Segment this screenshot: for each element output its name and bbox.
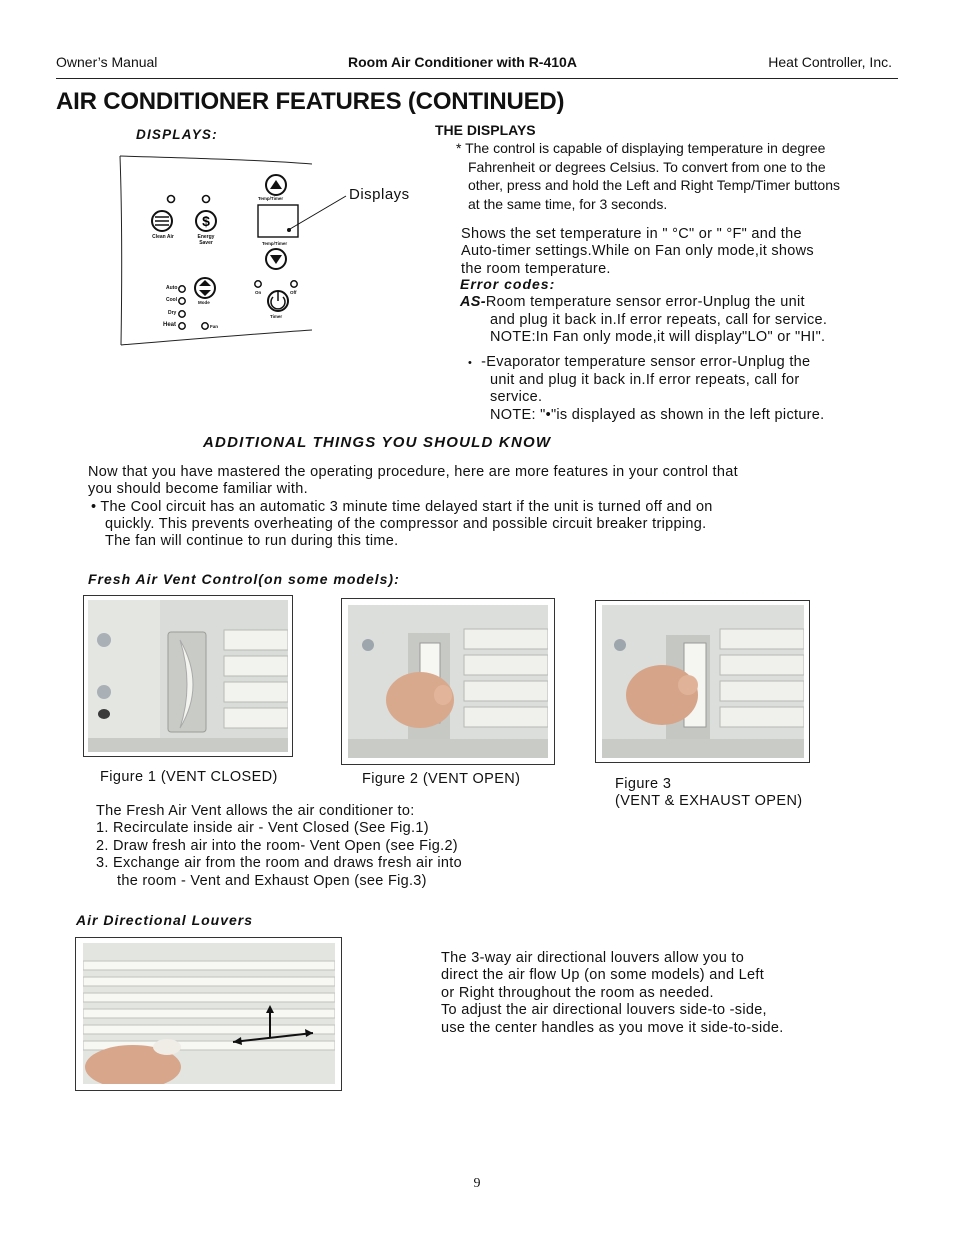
displays-para1-line: at the same time, for 3 seconds. [468,196,668,212]
as-text: Room temperature sensor error-Unplug the unit [485,294,805,310]
svg-text:$: $ [202,213,210,229]
figure-1-caption: Figure 1 (VENT CLOSED) [100,769,278,785]
fan-label: Fan [210,324,219,329]
fresh-air-item: the room - Vent and Exhaust Open (see Fig.3) [117,873,427,889]
displays-para2-line: the room temperature. [461,261,611,277]
clean-air-label: Clean Air [152,234,174,240]
additional-intro-line: Now that you have mastered the operating procedure, here are more features in your control that [88,464,738,480]
louvers-photo [75,937,342,1091]
figure-1-photo [83,595,293,757]
control-panel-illustration [112,152,422,352]
figure-3-photo [595,600,810,763]
as-code: AS- [460,294,486,310]
louvers-line: The 3-way air directional louvers allow you to [441,950,745,966]
displays-callout: Displays [349,186,410,203]
page-number: 9 [473,1176,481,1191]
fresh-air-heading: Fresh Air Vent Control(on some models): [88,571,400,587]
cool-label: Cool [166,297,178,303]
as-error-line: NOTE:In Fan only mode,it will display"LO" or "HI". [490,329,826,345]
evap-bullet: • [468,357,473,369]
page-title: AIR CONDITIONER FEATURES (CONTINUED) [56,88,565,115]
evap-error-line: service. [490,389,543,405]
mode-label: Mode [198,300,210,305]
header-rule [56,78,898,79]
on-label: On [255,290,262,295]
louvers-heading: Air Directional Louvers [76,912,254,928]
fresh-air-item: 2. Draw fresh air into the room- Vent Open (see Fig.2) [96,838,458,854]
displays-para1: * The control is capable of displaying temperature in degree [456,140,826,156]
figure-3-caption-sub: (VENT & EXHAUST OPEN) [615,793,803,809]
temp-timer-top-label: Temp/Timer [258,196,284,201]
additional-intro-line: you should become familiar with. [88,481,308,497]
evap-text: -Evaporator temperature sensor error-Unplug the [481,354,811,370]
louvers-line: use the center handles as you move it side-to-side. [441,1020,784,1036]
header-right: Heat Controller, Inc. [768,54,892,70]
fresh-air-item: 3. Exchange air from the room and draws fresh air into [96,855,462,871]
temp-timer-bottom-label: Temp/Timer [262,241,288,246]
heat-label: Heat [163,322,177,328]
header-left: Owner’s Manual [56,54,158,70]
evap-error-line [468,354,810,373]
energy-saver-label: Energy Saver [197,234,215,246]
louvers-line: To adjust the air directional louvers side-to -side, [441,1002,767,1018]
figure-2-caption: Figure 2 (VENT OPEN) [362,771,521,787]
louvers-line: direct the air flow Up (on some models) and Left [441,967,765,983]
displays-label: DISPLAYS: [136,127,218,142]
displays-para1-line: other, press and hold the Left and Right Temp/Timer buttons [468,177,840,193]
louvers-line: or Right throughout the room as needed. [441,985,714,1001]
off-label: Off [290,290,297,295]
displays-para2-line: Shows the set temperature in " °C" or " °F" and the [461,226,802,242]
fresh-air-intro: The Fresh Air Vent allows the air conditioner to: [96,803,415,819]
cool-circuit-line: quickly. This prevents overheating of the compressor and possible circuit breaker tripping. [105,516,707,532]
cool-circuit-bullet: • [91,499,97,515]
error-codes-heading: Error codes: [460,276,556,292]
additional-heading: ADDITIONAL THINGS YOU SHOULD KNOW [203,434,552,451]
displays-para1-line: Fahrenheit or degrees Celsius. To convert from one to the [468,159,826,175]
cool-circuit-line [91,499,713,517]
header-center: Room Air Conditioner with R-410A [348,54,577,70]
dry-label: Dry [168,310,177,316]
timer-label: Timer [270,314,283,319]
as-error-line [460,294,805,312]
the-displays-heading: THE DISPLAYS [435,122,536,138]
figure-3-caption: Figure 3 [615,776,672,792]
displays-para2-line: Auto-timer settings.While on Fan only mode,it shows [461,243,814,259]
auto-label: Auto [166,285,178,291]
cool-circuit-line: The fan will continue to run during this time. [105,533,399,549]
fresh-air-item: 1. Recirculate inside air - Vent Closed (See Fig.1) [96,820,429,836]
evap-error-line: NOTE: "•"is displayed as shown in the left picture. [490,407,825,423]
evap-error-line: unit and plug it back in.If error repeats, call for [490,372,800,388]
as-error-line: and plug it back in.If error repeats, call for service. [490,312,828,328]
figure-2-photo [341,598,555,765]
cool-circuit-text: The Cool circuit has an automatic 3 minute time delayed start if the unit is turned off and on [100,499,713,515]
